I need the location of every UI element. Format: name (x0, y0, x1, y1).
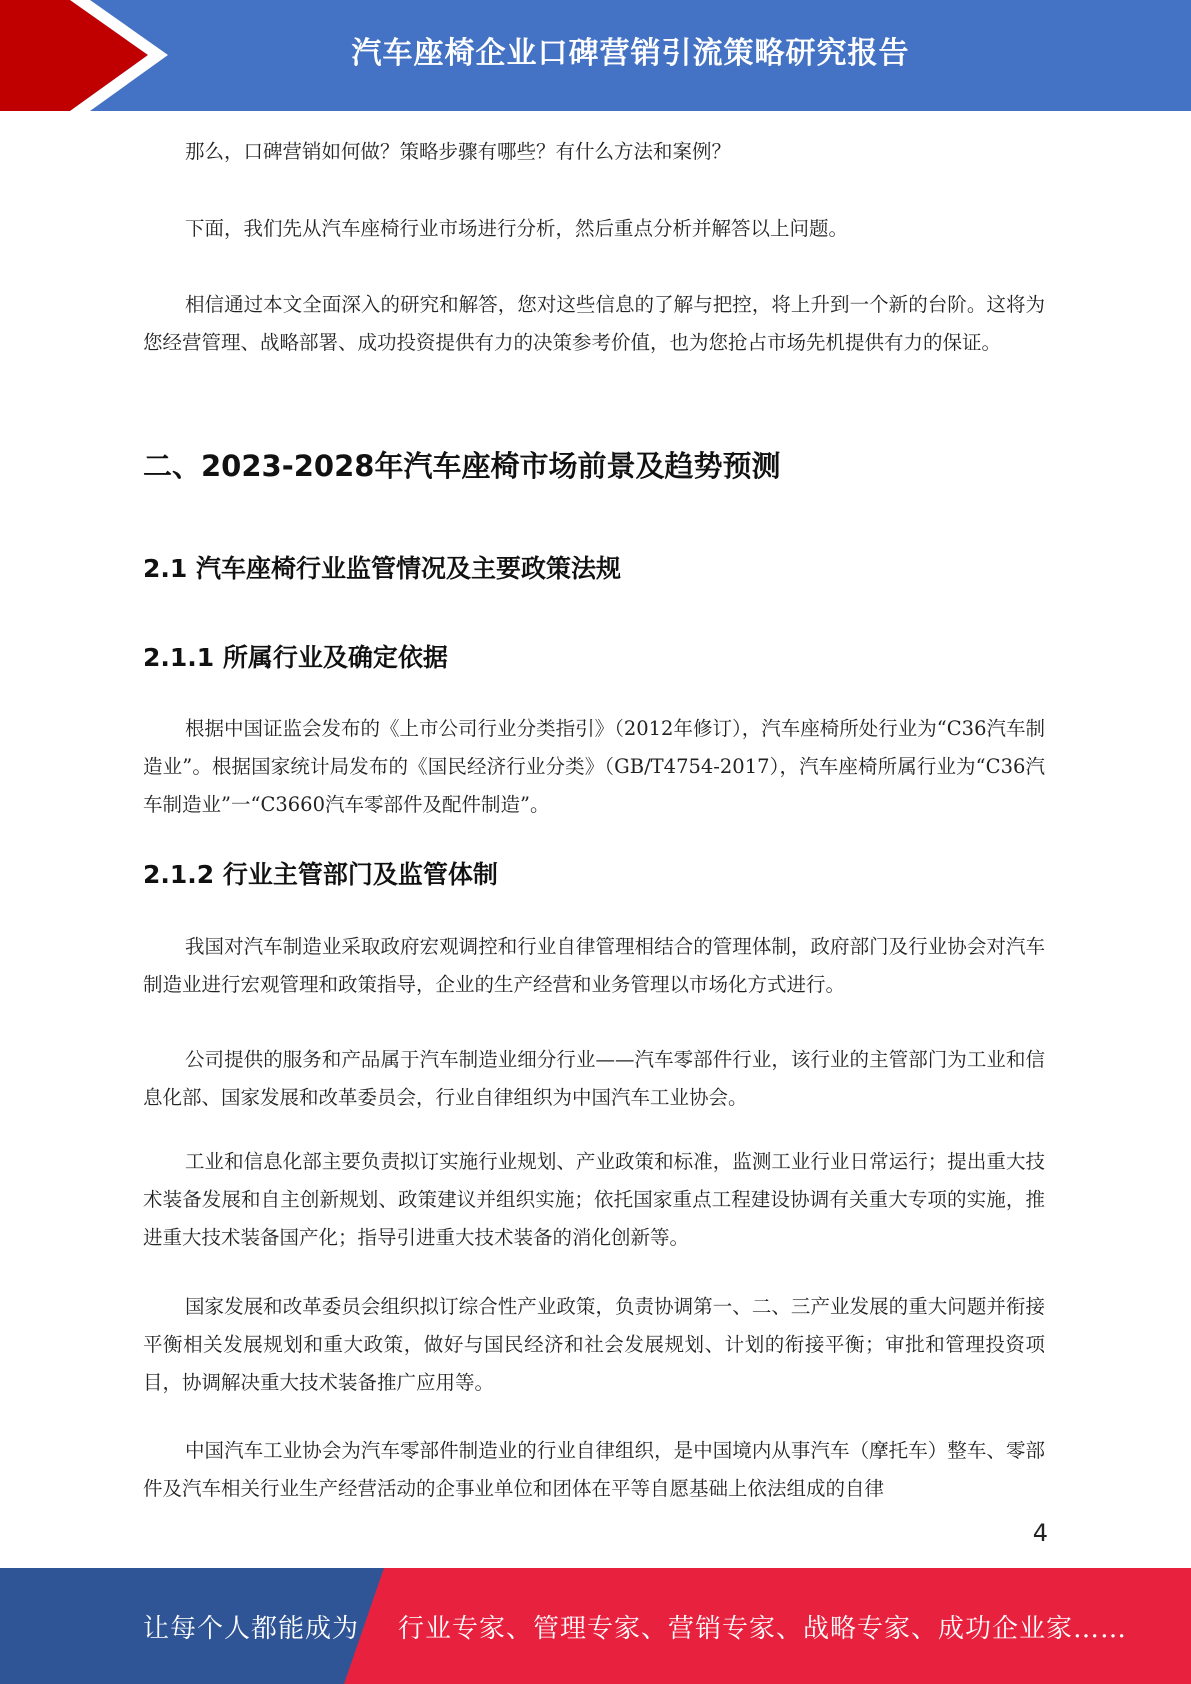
subsection-heading-2-1-2: 2.1.2 行业主管部门及监管体制 (143, 860, 498, 889)
paragraph-intro-value: 相信通过本文全面深入的研究和解答，您对这些信息的了解与把控，将上升到一个新的台阶。这将为您经营管理、战略部署、成功投资提供有力的决策参考价值，也为您抢占市场先机提供有力的保证。 (143, 293, 1045, 354)
paragraph-intro-question: 那么，口碑营销如何做？策略步骤有哪些？有什么方法和案例？ (185, 140, 732, 163)
section-heading-2: 二、2023-2028年汽车座椅市场前景及趋势预测 (143, 449, 781, 483)
paragraph-management-system: 我国对汽车制造业采取政府宏观调控和行业自律管理相结合的管理体制，政府部门及行业协会对汽车制造业进行宏观管理和政策指导，企业的生产经营和业务管理以市场化方式进行。 (143, 935, 1045, 996)
footer-slogan-right: 行业专家、管理专家、营销专家、战略专家、成功企业家…… (398, 1613, 1128, 1644)
paragraph-intro-plan: 下面，我们先从汽车座椅行业市场进行分析，然后重点分析并解答以上问题。 (185, 217, 849, 240)
page-footer (0, 1568, 1191, 1684)
subsection-heading-2-1: 2.1 汽车座椅行业监管情况及主要政策法规 (143, 554, 621, 583)
report-title: 汽车座椅企业口碑营销引流策略研究报告 (351, 36, 910, 71)
paragraph-industry-classification: 根据中国证监会发布的《上市公司行业分类指引》（2012年修订），汽车座椅所处行业为“C36汽车制造业”。根据国家统计局发布的《国民经济行业分类》（GB/T4754-2017），汽车座椅所属行业为“C36汽车制造业”一“C3660汽车零部件及配件制造”。 (143, 717, 1045, 816)
page-number: 4 (1032, 1519, 1048, 1547)
paragraph-ndrc-duties: 国家发展和改革委员会组织拟订综合性产业政策，负责协调第一、二、三产业发展的重大问题并衔接平衡相关发展规划和重大政策，做好与国民经济和社会发展规划、计划的衔接平衡；审批和管理投资项目，协调解决重大技术装备推广应用等。 (143, 1295, 1045, 1394)
paragraph-miit-duties: 工业和信息化部主要负责拟订实施行业规划、产业政策和标准，监测工业行业日常运行；提出重大技术装备发展和自主创新规划、政策建议并组织实施；依托国家重点工程建设协调有关重大专项的实施，推进重大技术装备国产化；指导引进重大技术装备的消化创新等。 (143, 1150, 1045, 1249)
paragraph-competent-authorities: 公司提供的服务和产品属于汽车制造业细分行业——汽车零部件行业，该行业的主管部门为工业和信息化部、国家发展和改革委员会，行业自律组织为中国汽车工业协会。 (143, 1048, 1045, 1109)
subsection-heading-2-1-1: 2.1.1 所属行业及确定依据 (143, 643, 448, 672)
footer-slogan-left: 让每个人都能成为 (143, 1613, 360, 1644)
paragraph-caam-description: 中国汽车工业协会为汽车零部件制造业的行业自律组织，是中国境内从事汽车（摩托车）整车、零部件及汽车相关行业生产经营活动的企事业单位和团体在平等自愿基础上依法组成的自律 (143, 1439, 1045, 1500)
page-header (0, 0, 1191, 111)
